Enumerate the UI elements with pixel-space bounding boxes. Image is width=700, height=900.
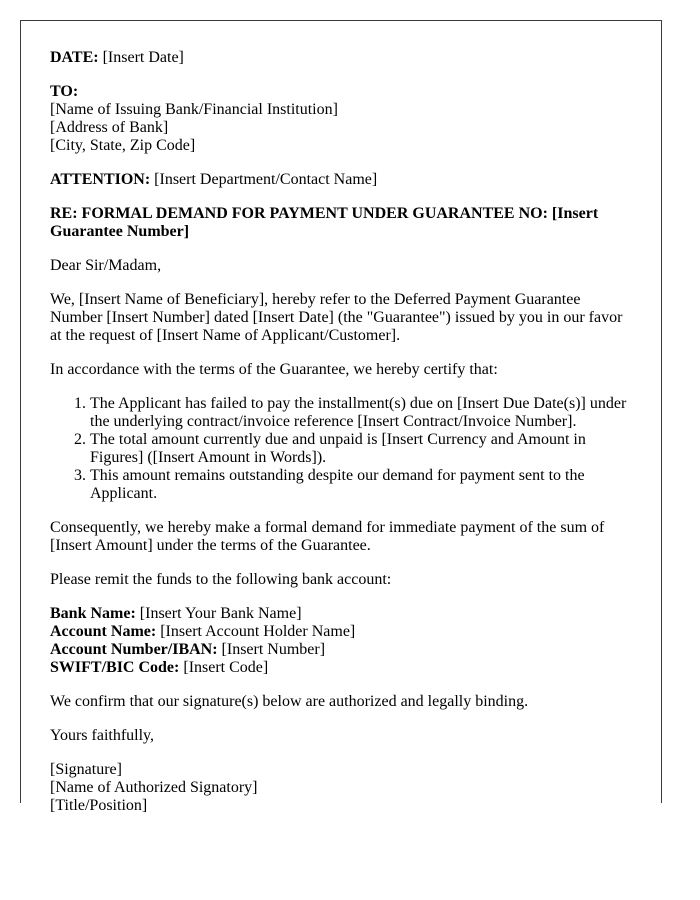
bank-detail-value: [Insert Your Bank Name] xyxy=(139,605,302,622)
certification-list xyxy=(50,395,631,503)
closing-line: Yours faithfully, xyxy=(50,727,155,744)
bank-detail-line xyxy=(50,623,631,641)
bank-detail-value: [Insert Number] xyxy=(221,641,326,658)
certification-item: 3. This amount remains outstanding despite our demand for payment sent to the Applicant. xyxy=(90,467,631,503)
recipient-block xyxy=(50,83,631,155)
date-value: [Insert Date] xyxy=(102,49,184,66)
address-line: [Name of Issuing Bank/Financial Institution] xyxy=(50,101,338,118)
confirmation-paragraph: We confirm that our signature(s) below are authorized and legally binding. xyxy=(50,693,529,710)
bank-detail-label: SWIFT/BIC Code: xyxy=(50,659,180,676)
attention-value: [Insert Department/Contact Name] xyxy=(154,171,378,188)
bank-detail-line xyxy=(50,605,631,623)
recipient-address xyxy=(50,101,631,155)
date-label: DATE: xyxy=(50,49,99,66)
letter-page xyxy=(20,20,662,814)
certify-paragraph: In accordance with the terms of the Guarantee, we hereby certify that: xyxy=(50,361,498,378)
signature-line: [Name of Authorized Signatory] xyxy=(50,779,258,796)
signature-line: [Signature] xyxy=(50,761,122,778)
bank-detail-line xyxy=(50,641,631,659)
bank-detail-label: Account Number/IBAN: xyxy=(50,641,218,658)
signature-block xyxy=(50,761,631,815)
intro-paragraph: We, [Insert Name of Beneficiary], hereby refer to the Deferred Payment Guarantee Number [Insert Number] dated [Insert Date] (the "Guarantee") issued by you in our favor at the request of [Insert Name of Applicant/Customer]. xyxy=(50,291,623,344)
attention-line xyxy=(50,171,631,189)
signature-line: [Title/Position] xyxy=(50,797,148,814)
remit-paragraph: Please remit the funds to the following bank account: xyxy=(50,571,392,588)
address-line: [City, State, Zip Code] xyxy=(50,137,196,154)
bank-detail-value: [Insert Code] xyxy=(183,659,269,676)
salutation: Dear Sir/Madam, xyxy=(50,257,162,274)
bank-detail-value: [Insert Account Holder Name] xyxy=(160,623,356,640)
demand-paragraph: Consequently, we hereby make a formal demand for immediate payment of the sum of [Insert Amount] under the terms of the Guarantee. xyxy=(50,519,605,554)
bank-details-block xyxy=(50,605,631,677)
bank-detail-line xyxy=(50,659,631,677)
attention-label: ATTENTION: xyxy=(50,171,151,188)
certification-item: 1. The Applicant has failed to pay the installment(s) due on [Insert Due Date(s)] under the underlying contract/invoice reference [Insert Contract/Invoice Number]. xyxy=(90,395,631,431)
address-line: [Address of Bank] xyxy=(50,119,169,136)
to-label: TO: xyxy=(50,83,79,100)
subject-line: RE: FORMAL DEMAND FOR PAYMENT UNDER GUARANTEE NO: [Insert Guarantee Number] xyxy=(50,205,599,240)
bank-detail-label: Bank Name: xyxy=(50,605,136,622)
date-line xyxy=(50,49,631,67)
bank-detail-label: Account Name: xyxy=(50,623,157,640)
certification-item: 2. The total amount currently due and unpaid is [Insert Currency and Amount in Figures] ([Insert Amount in Words]). xyxy=(90,431,631,467)
